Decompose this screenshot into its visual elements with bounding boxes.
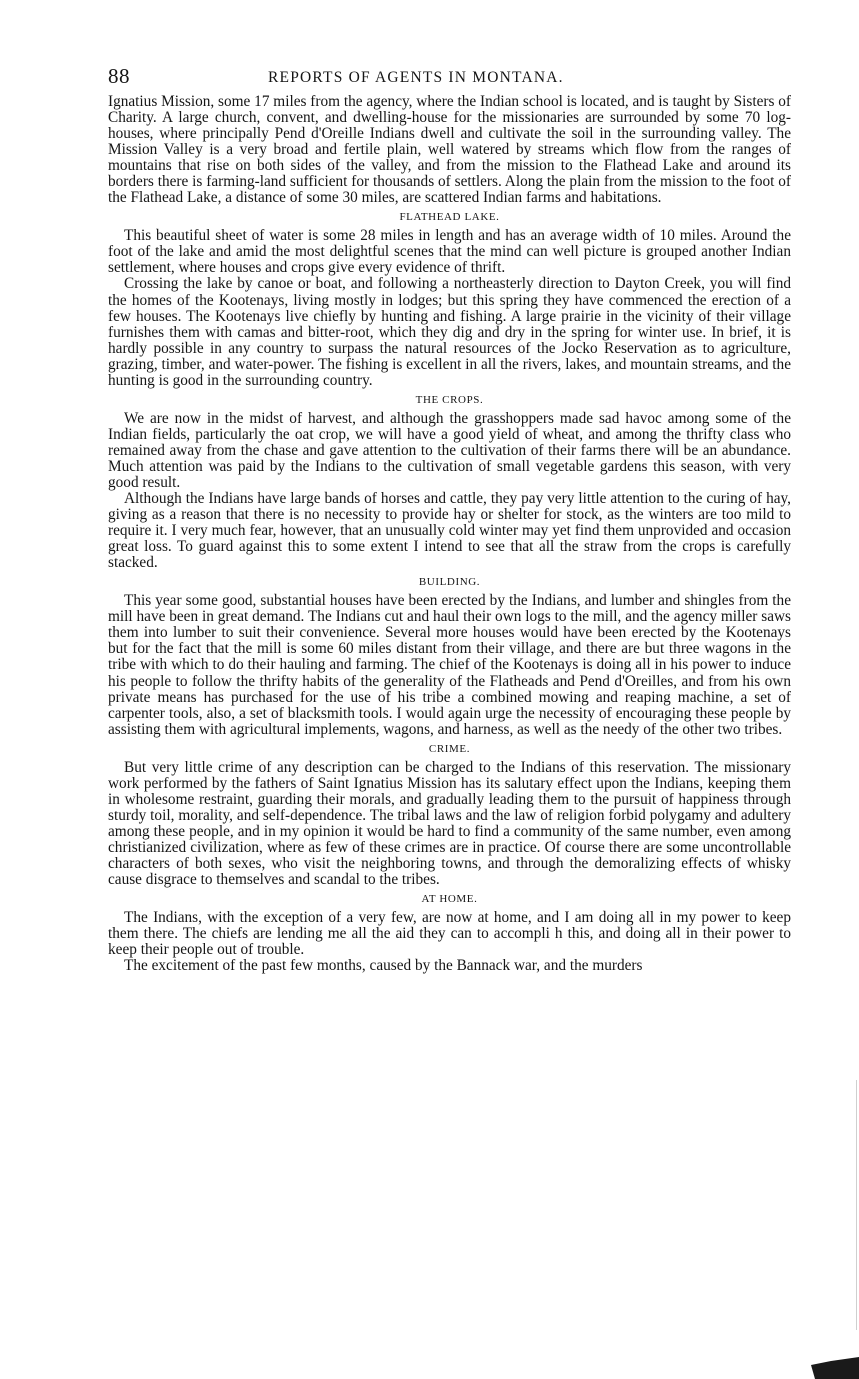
document-page: [108, 64, 791, 974]
paragraph: Crossing the lake by canoe or boat, and following a northeasterly direction to Dayton Creek, you will find the homes of the Kootenays, living mostly in lodges; but this spring they have commenced the erection of a few houses. The Kootenays live chiefly by hunting and fishing. A large prairie in the vicinity of their village furnishes them with camas and bitter-root, which they dig and dry in the spring for winter use. In brief, it is hardly possible in any country to surpass the natural resources of the Jocko Reservation as to agriculture, grazing, timber, and water-power. The fishing is excellent in all the rivers, lakes, and mountain streams, and the hunting is good in the surrounding country.: [108, 275, 791, 389]
paragraph: This beautiful sheet of water is some 28 miles in length and has an average width of 10 miles. Around the foot of the lake and amid the most delightful scenes that the mind can well picture is grouped another Indian settlement, where houses and crops give every evidence of thrift.: [108, 227, 791, 277]
crops-section: [108, 394, 791, 571]
paragraph: Ignatius Mission, some 17 miles from the agency, where the Indian school is located, and is taught by Sisters of Charity. A large church, convent, and dwelling-house for the missionaries are surrounded by some 70 log-houses, where principally Pend d'Oreille Indians dwell and cultivate the soil in the surrounding valley. The Mission Valley is a very broad and fertile plain, well watered by streams which flow from the ranges of mountains that rise on both sides of the valley, and from the mission to the Flathead Lake and around its borders there is farming-land sufficient for thousands of settlers. Along the plain from the mission to the foot of the Flathead Lake, a distance of some 30 miles, are scattered Indian farms and habitations.: [108, 93, 791, 207]
paragraph: The Indians, with the exception of a very few, are now at home, and I am doing all in my power to keep them there. The chiefs are lending me all the aid they can to accompli h this, and doing all in their power to keep their people out of trouble.: [108, 909, 791, 959]
flathead-lake-section: [108, 211, 791, 388]
paragraph: We are now in the midst of harvest, and although the grasshoppers made sad havoc among some of the Indian fields, particularly the oat crop, we will have a good yield of wheat, and among the thrifty class who remained away from the chase and gave attention to the cultivation of their farms there will be an abundance. Much attention was paid by the Indians to the cultivation of small vegetable gardens this season, with very good result.: [108, 409, 791, 491]
paragraph: The excitement of the past few months, caused by the Bannack war, and the murders: [124, 957, 643, 975]
building-section: [108, 576, 791, 737]
section-heading: CRIME.: [428, 742, 471, 755]
crime-section: [108, 743, 791, 888]
section-heading: THE CROPS.: [415, 393, 484, 406]
section-heading: FLATHEAD LAKE.: [399, 211, 500, 224]
paragraph: Although the Indians have large bands of horses and cattle, they pay very little attention to the curing of hay, giving as a reason that there is no necessity to provide hay or shelter for stock, as the winters are too mild to require it. I very much fear, however, that an unusually cold winter may yet find them unprovided and occasion great loss. To guard against this to some extent I intend to see that all the straw from the crops is carefully stacked.: [108, 490, 791, 572]
page-edge-shadow: [856, 1080, 857, 1330]
at-home-section: [108, 893, 791, 974]
paragraph: But very little crime of any description can be charged to the Indians of this reservation. The missionary work performed by the fathers of Saint Ignatius Mission has its salutary effect upon the Indians, keeping them in wholesome restraint, guarding their morals, and gradually leading them to the pursuit of happiness through sturdy toil, morality, and self-dependence. The tribal laws and the law of religion forbid polygamy and adultery among these people, and in my opinion it would be hard to find a community of the same number, even among christianized civilization, where as few of these crimes are in practice. Of course there are some uncontrollable characters of both sexes, who visit the neighboring towns, and through the demoralizing effects of whisky cause disgrace to themselves and scandal to the tribes.: [108, 758, 791, 889]
scan-edge-mark: [811, 1347, 859, 1379]
paragraph: This year some good, substantial houses have been erected by the Indians, and lumber and shingles from the mill have been in great demand. The Indians cut and haul their own logs to the mill, and the agency miller saws them into lumber to suit their convenience. Several more houses would have been erected by the Kootenays but for the fact that the mill is some 60 miles distant from their village, and there are but three wagons in the tribe with which to do their hauling and farming. The chief of the Kootenays is doing all in his power to induce his people to follow the thrifty habits of the generality of the Flatheads and Pend d'Oreilles, and from his own private means has purchased for the use of his tribe a combined mowing and reaping machine, a set of carpenter tools, also, a set of blacksmith tools. I would again urge the necessity of encouraging these people by assisting them with agricultural implements, wagons, and harness, as well as the needy of the other two tribes.: [108, 592, 791, 738]
page-header: [108, 64, 791, 94]
intro-section: [108, 94, 791, 206]
section-heading: BUILDING.: [418, 576, 481, 589]
page-number: 88: [108, 64, 130, 88]
running-head: REPORTS OF AGENTS IN MONTANA.: [268, 69, 564, 86]
section-heading: AT HOME.: [421, 893, 478, 906]
